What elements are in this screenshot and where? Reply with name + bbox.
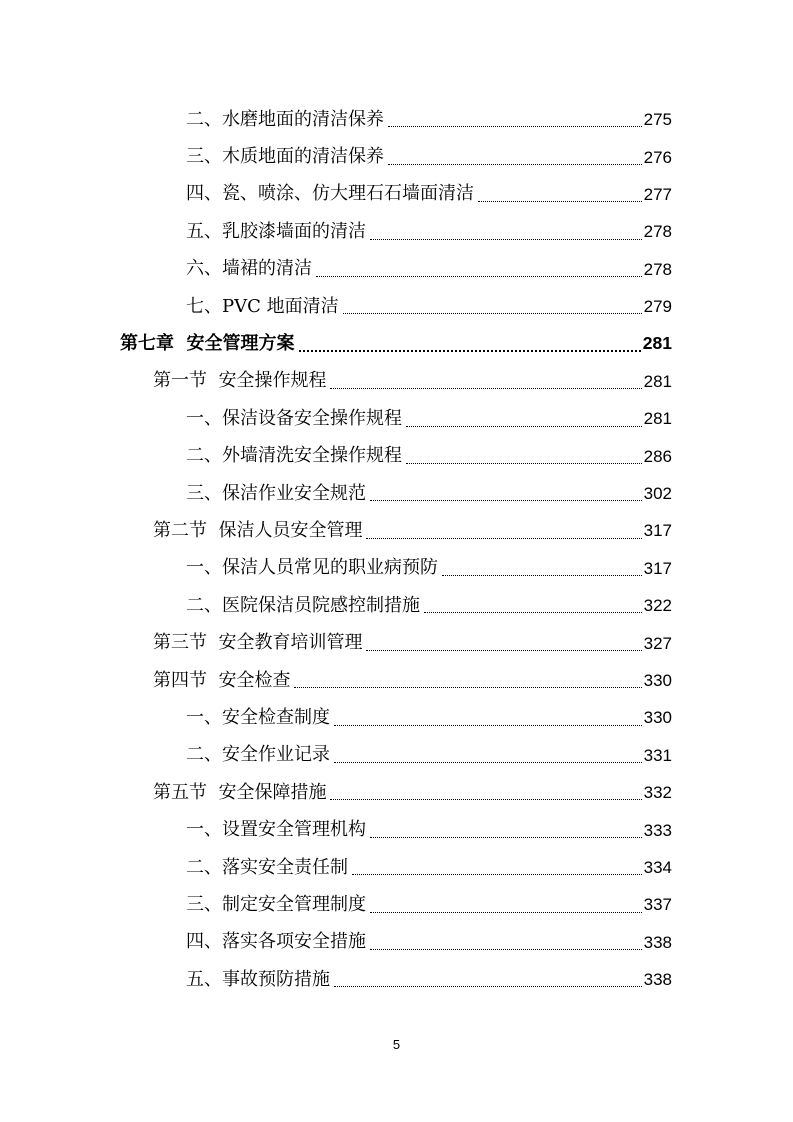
dot-leader <box>388 108 642 127</box>
toc-entry[interactable] <box>0 475 672 512</box>
toc-entry-page: 281 <box>643 409 672 429</box>
toc-entry[interactable] <box>0 438 672 475</box>
toc-entry-label: 一、保洁设备安全操作规程 <box>186 410 406 428</box>
toc-entry-page: 275 <box>643 110 672 130</box>
toc-entry-label: 二、落实安全责任制 <box>186 859 352 877</box>
dot-leader <box>343 295 642 314</box>
toc-entry-label: 第五节 安全保障措施 <box>153 784 330 802</box>
toc-entry[interactable] <box>0 101 672 138</box>
toc-entry[interactable] <box>0 737 672 774</box>
toc-entry-label: 四、瓷、喷涂、仿大理石石墙面清洁 <box>186 185 478 203</box>
toc-entry[interactable] <box>0 176 672 213</box>
toc-entry-page: 337 <box>643 895 672 915</box>
toc-entry-label: 第四节 安全检查 <box>153 672 294 690</box>
dot-leader <box>370 819 642 838</box>
dot-leader <box>406 445 642 464</box>
toc-entry-label: 四、落实各项安全措施 <box>186 933 370 951</box>
dot-leader <box>442 557 642 576</box>
toc-entry-page: 332 <box>643 783 672 803</box>
toc-entry-label: 一、安全检查制度 <box>186 709 334 727</box>
toc-entry-label: 二、安全作业记录 <box>186 746 334 764</box>
toc-entry[interactable] <box>0 138 672 175</box>
toc-entry[interactable] <box>0 550 672 587</box>
toc-entry-page: 281 <box>642 333 672 354</box>
toc-entry-label: 一、保洁人员常见的职业病预防 <box>186 559 442 577</box>
dot-leader <box>352 856 642 875</box>
table-of-contents <box>0 101 793 998</box>
dot-leader <box>299 332 641 352</box>
toc-entry-label: 第二节 保洁人员安全管理 <box>153 522 366 540</box>
toc-entry[interactable] <box>0 886 672 923</box>
toc-entry-page: 338 <box>643 970 672 990</box>
toc-entry-page: 286 <box>643 446 672 466</box>
toc-entry-label: 二、水磨地面的清洁保养 <box>186 111 388 129</box>
toc-entry-page: 302 <box>643 484 672 504</box>
toc-entry-page: 334 <box>643 858 672 877</box>
dot-leader <box>334 968 642 987</box>
toc-entry-page: 278 <box>643 222 672 242</box>
toc-entry-page: 276 <box>643 147 672 167</box>
toc-entry-label: 五、事故预防措施 <box>186 971 334 989</box>
toc-entry-page: 331 <box>643 745 672 765</box>
toc-entry-page: 279 <box>643 297 672 317</box>
toc-entry-label: 五、乳胶漆墙面的清洁 <box>186 223 370 241</box>
dot-leader <box>294 669 641 688</box>
dot-leader <box>330 781 641 800</box>
toc-entry-label: 一、设置安全管理机构 <box>186 821 370 839</box>
toc-entry-label: 第七章 安全管理方案 <box>120 335 299 353</box>
toc-entry-page: 330 <box>643 708 672 728</box>
toc-entry[interactable] <box>0 699 672 736</box>
dot-leader <box>478 183 642 202</box>
dot-leader <box>366 520 641 539</box>
toc-chapter-entry[interactable] <box>0 325 672 362</box>
toc-entry-page: 327 <box>643 633 672 653</box>
dot-leader <box>334 744 642 763</box>
toc-entry[interactable] <box>0 849 672 886</box>
toc-section-entry[interactable] <box>0 363 672 400</box>
toc-entry-label: 二、医院保洁员院感控制措施 <box>186 597 424 615</box>
dot-leader <box>370 931 642 950</box>
page-number: 5 <box>392 1037 401 1052</box>
dot-leader <box>334 707 642 726</box>
toc-section-entry[interactable] <box>0 662 672 699</box>
toc-entry-page: 278 <box>643 259 672 279</box>
toc-entry-page: 277 <box>643 184 672 204</box>
toc-entry[interactable] <box>0 400 672 437</box>
dot-leader <box>370 482 642 501</box>
dot-leader <box>366 632 641 651</box>
dot-leader <box>388 146 642 165</box>
toc-entry-page: 317 <box>643 558 672 578</box>
toc-entry[interactable] <box>0 251 672 288</box>
dot-leader <box>316 258 642 277</box>
toc-entry-label: 第一节 安全操作规程 <box>153 372 330 390</box>
dot-leader <box>406 408 642 427</box>
dot-leader <box>370 894 642 913</box>
toc-entry-label: 七、PVC 地面清洁 <box>186 298 343 316</box>
dot-leader <box>424 594 642 613</box>
dot-leader <box>330 370 641 389</box>
toc-entry-label: 三、保洁作业安全规范 <box>186 485 370 503</box>
toc-section-entry[interactable] <box>0 512 672 549</box>
toc-entry-page: 317 <box>643 521 672 541</box>
toc-entry-label: 六、墙裙的清洁 <box>186 260 316 278</box>
toc-entry[interactable] <box>0 811 672 848</box>
toc-entry-page: 333 <box>643 820 672 840</box>
toc-entry[interactable] <box>0 924 672 961</box>
toc-entry-page: 330 <box>643 671 672 691</box>
toc-entry[interactable] <box>0 288 672 325</box>
toc-entry-label: 二、外墙清洗安全操作规程 <box>186 447 406 465</box>
toc-entry[interactable] <box>0 587 672 624</box>
toc-entry-page: 338 <box>643 932 672 952</box>
toc-entry-label: 第三节 安全教育培训管理 <box>153 634 366 652</box>
toc-section-entry[interactable] <box>0 624 672 661</box>
toc-entry[interactable] <box>0 213 672 250</box>
toc-entry-page: 281 <box>643 371 672 391</box>
toc-entry-label: 三、制定安全管理制度 <box>186 896 370 914</box>
toc-entry-label: 三、木质地面的清洁保养 <box>186 148 388 166</box>
toc-section-entry[interactable] <box>0 774 672 811</box>
dot-leader <box>370 221 642 240</box>
toc-entry-page: 322 <box>643 596 672 616</box>
toc-entry[interactable] <box>0 961 672 998</box>
